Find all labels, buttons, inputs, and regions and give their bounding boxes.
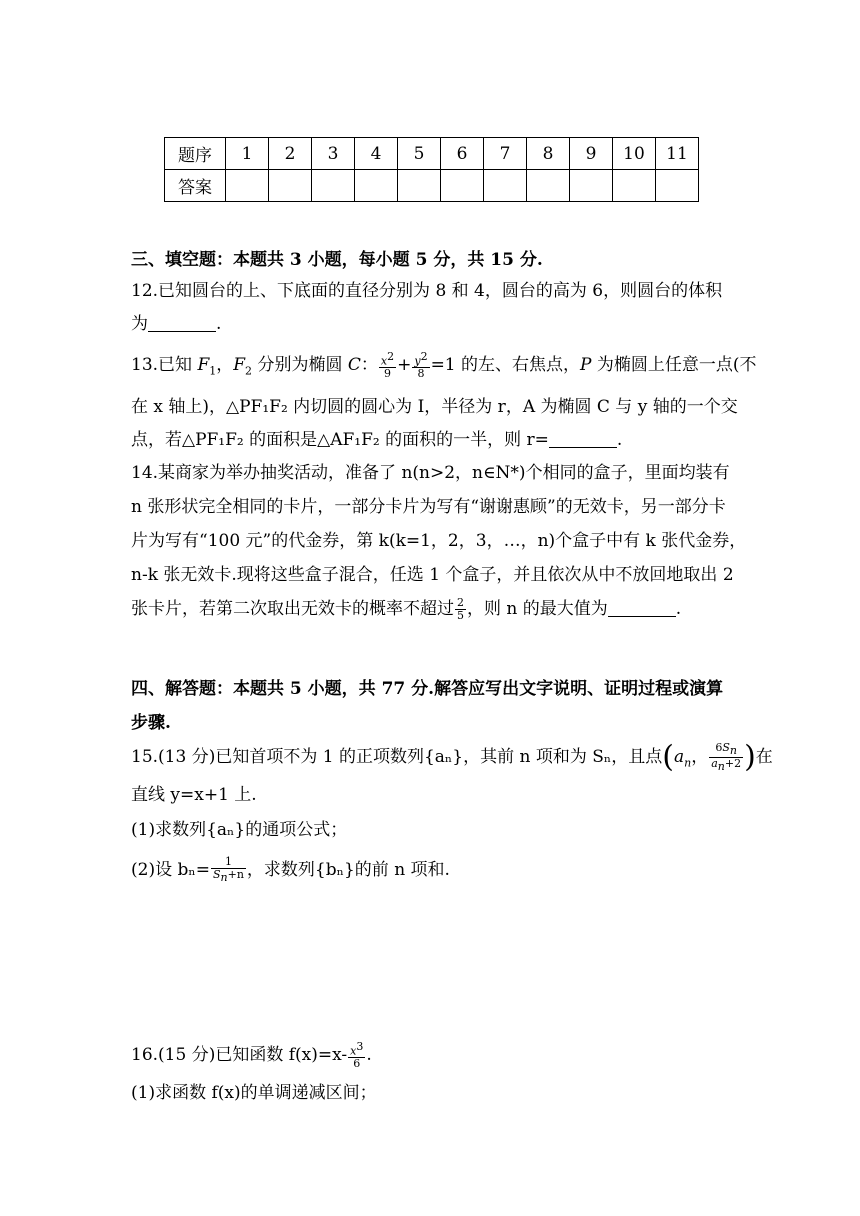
question-number: 11 xyxy=(656,138,699,170)
question-number: 4 xyxy=(355,138,398,170)
answer-cell[interactable] xyxy=(355,170,398,202)
q12-answer-blank[interactable] xyxy=(148,317,216,332)
q15-line1: 15.(13 分)已知首项不为 1 的正项数列{aₙ}，其前 n 项和为 Sₙ，且点($a_n$， $\frac{6S_n}{a_n+2}$ )在 xyxy=(131,739,773,775)
q14-line2: n 张形状完全相同的卡片，一部分卡片为写有“谢谢惠顾”的无效卡，另一部分卡 xyxy=(131,497,726,517)
q12-line2 xyxy=(131,309,221,334)
q12-line1: 12.已知圆台的上、下底面的直径分别为 8 和 4，圆台的高为 6，则圆台的体积 xyxy=(131,281,723,301)
question-number: 10 xyxy=(613,138,656,170)
question-number: 6 xyxy=(441,138,484,170)
answer-table-header-row xyxy=(165,138,699,170)
q15-part2 xyxy=(131,855,450,885)
answer-cell[interactable] xyxy=(656,170,699,202)
q14-line5 xyxy=(131,594,681,622)
cubic-fraction: $\frac{x^3}{6}$ xyxy=(350,1039,364,1071)
answer-cell[interactable] xyxy=(441,170,484,202)
q14-line1: 14.某商家为举办抽奖活动，准备了 n(n>2，n∈N*)个相同的盒子，里面均装有 xyxy=(131,463,730,483)
answer-cell[interactable] xyxy=(226,170,269,202)
q15-part2-suffix: ，求数列{bₙ}的前 n 项和. xyxy=(246,860,450,880)
ellipse-x-term: $\frac{x^2}{9}$ xyxy=(380,349,395,381)
q16-suffix: . xyxy=(366,1045,372,1065)
q14-line3: 片为写有“100 元”的代金券，第 k(k=1，2，3，…，n)个盒子中有 k 张代金券， xyxy=(131,531,747,551)
answer-cell[interactable] xyxy=(484,170,527,202)
question-number: 7 xyxy=(484,138,527,170)
q13-answer-blank[interactable] xyxy=(549,433,617,448)
question-number: 5 xyxy=(398,138,441,170)
q14-line4: n-k 张无效卡.现将这些盒子混合，任选 1 个盒子，并且依次从中不放回地取出 2 xyxy=(131,565,734,585)
answer-table xyxy=(164,137,699,202)
answer-cell[interactable] xyxy=(398,170,441,202)
q15-line2: 直线 y=x+1 上. xyxy=(131,785,257,805)
section4-title-line1: 四、解答题：本题共 5 小题，共 77 分.解答应写出文字说明、证明过程或演算 xyxy=(131,679,724,699)
q12-prefix: 为 xyxy=(131,314,148,334)
answer-cell[interactable] xyxy=(269,170,312,202)
q15-part1: (1)求数列{aₙ}的通项公式； xyxy=(131,820,348,840)
q12-suffix: . xyxy=(216,314,222,334)
question-number: 8 xyxy=(527,138,570,170)
question-number: 1 xyxy=(226,138,269,170)
bn-fraction: $\frac{1}{S_n+n}$ xyxy=(212,855,244,885)
point-fraction: $\frac{6S_n}{a_n+2}$ xyxy=(711,741,742,774)
q13-part: =1 的左、右焦点， xyxy=(430,355,581,375)
answer-label: 答案 xyxy=(165,170,226,202)
q14-line5-text: 张卡片，若第二次取出无效卡的概率不超过 xyxy=(131,599,454,619)
answer-cell[interactable] xyxy=(312,170,355,202)
q13-line3-text: 点，若△PF₁F₂ 的面积是△AF₁F₂ 的面积的一半，则 r= xyxy=(131,430,549,450)
question-number: 9 xyxy=(570,138,613,170)
q13-line2: 在 x 轴上)，△PF₁F₂ 内切圆的圆心为 I，半径为 r，A 为椭圆 C 与 y 轴的一个交 xyxy=(131,397,738,417)
q16-line1 xyxy=(131,1040,372,1070)
probability-fraction: $\frac{2}{5}$ xyxy=(457,596,464,622)
q13-line1: 13.已知 $F_1$，$F_2$ 分别为椭圆 C： $\frac{x^2}{9}$ + $\frac{y^2}{8}$ =1 的左、右焦点，P 为椭圆上任意一点(不 xyxy=(131,349,757,381)
q13-part: 为椭圆上任意一点(不 xyxy=(591,355,757,375)
q16-part1: (1)求函数 f(x)的单调递减区间； xyxy=(131,1083,377,1103)
q15-line1-text: 15.(13 分)已知首项不为 1 的正项数列{aₙ}，其前 n 项和为 Sₙ，且点 xyxy=(131,747,663,768)
section3-title: 三、填空题：本题共 3 小题，每小题 5 分，共 15 分. xyxy=(131,250,543,270)
question-number: 3 xyxy=(312,138,355,170)
answer-cell[interactable] xyxy=(527,170,570,202)
answer-cell[interactable] xyxy=(613,170,656,202)
q13-suffix: . xyxy=(616,430,623,450)
q14-suffix: . xyxy=(675,599,682,619)
answer-table-answer-row xyxy=(165,170,699,202)
q16-line1-text: 16.(15 分)已知函数 f(x)=x- xyxy=(131,1045,348,1065)
section4-title-line2: 步骤. xyxy=(131,713,171,733)
q15-line1-suffix: 在 xyxy=(755,747,773,768)
q15-part2-text: (2)设 bₙ= xyxy=(131,860,210,880)
answer-cell[interactable] xyxy=(570,170,613,202)
ellipse-y-term: $\frac{y^2}{8}$ xyxy=(414,349,428,381)
q13-part: 13.已知 xyxy=(131,355,198,375)
q14-answer-blank[interactable] xyxy=(608,602,676,617)
question-number-label: 题序 xyxy=(165,138,226,170)
q13-line3 xyxy=(131,425,622,450)
q13-part: 分别为椭圆 xyxy=(257,355,348,375)
q14-line5-mid: ，则 n 的最大值为 xyxy=(467,599,608,619)
question-number: 2 xyxy=(269,138,312,170)
